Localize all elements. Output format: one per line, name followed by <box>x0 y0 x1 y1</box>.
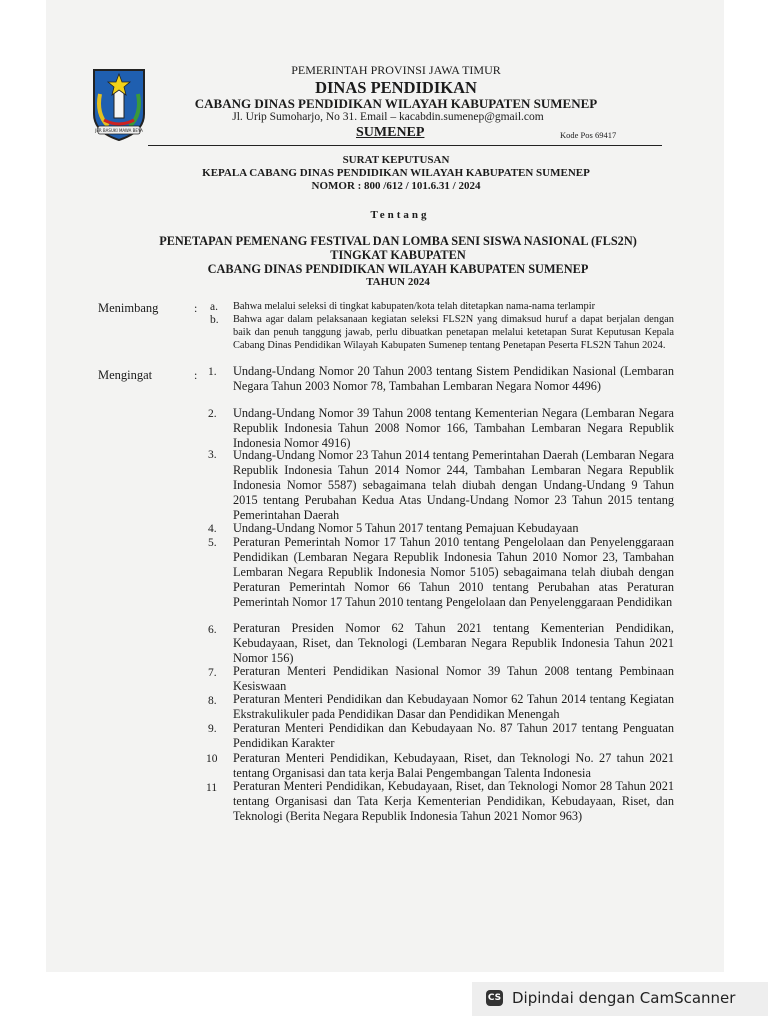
mengingat-marker-5: 5. <box>208 537 217 549</box>
menimbang-label: Menimbang <box>98 301 159 315</box>
department-name: DINAS PENDIDIKAN <box>315 78 477 97</box>
office-address: Jl. Urip Sumoharjo, No 31. Email – kacabdin.sumenep@gmail.com <box>232 111 544 123</box>
mengingat-marker-10: 10 <box>206 753 218 765</box>
menimbang-marker-b: b. <box>210 314 219 326</box>
mengingat-item-1: Undang-Undang Nomor 20 Tahun 2003 tentang Sistem Pendidikan Nasional (Lembaran Negara Tahun 2003 Nomor 78, Tambahan Lembaran Negara Nomor 4496) <box>233 364 674 393</box>
mengingat-marker-3: 3. <box>208 449 217 461</box>
mengingat-item-8: Peraturan Menteri Pendidikan dan Kebudayaan Nomor 62 Tahun 2014 tentang Kegiatan Ekstrakulikuler pada Pendidikan Dasar dan Pendidikan Menengah <box>233 692 674 721</box>
mengingat-item-5: Peraturan Pemerintah Nomor 17 Tahun 2010 tentang Pengelolaan dan Penyelenggaraan Pendidikan (Lembaran Negara Republik Indonesia Tahun 2010 Nomor 23, Tambahan Lembaran Negara Republik Indonesia Nomor 5105) sebagaimana telah diubah dengan Peraturan Pemerintah Nomor 66 Tahun 2010 tentang Perubahan atas Peraturan Pemerintah Nomor 17 Tahun 2010 tentang Pengelolaan dan Penyelenggaraan Pendidikan <box>233 535 674 609</box>
postal-code: Kode Pos 69417 <box>560 130 617 140</box>
camscanner-text: Dipindai dengan CamScanner <box>512 989 736 1007</box>
decree-number: NOMOR : 800 /612 / 101.6.31 / 2024 <box>311 180 481 192</box>
decree-subject-line1: PENETAPAN PEMENANG FESTIVAL DAN LOMBA SENI SISWA NASIONAL (FLS2N) <box>159 234 637 248</box>
mengingat-marker-4: 4. <box>208 523 217 535</box>
mengingat-item-10: Peraturan Menteri Pendidikan, Kebudayaan, Riset, dan Teknologi No. 27 tahun 2021 tentang Organisasi dan tata kerja Balai Pengembangan Talenta Indonesia <box>233 751 674 780</box>
menimbang-item-a: Bahwa melalui seleksi di tingkat kabupaten/kota telah ditetapkan nama-nama terlampir <box>233 301 596 312</box>
letterhead-rule <box>148 145 662 146</box>
menimbang-colon: : <box>194 301 198 315</box>
mengingat-item-9: Peraturan Menteri Pendidikan dan Kebudayaan No. 87 Tahun 2017 tentang Penguatan Pendidikan Karakter <box>233 721 674 750</box>
mengingat-marker-11: 11 <box>206 782 218 794</box>
mengingat-marker-9: 9. <box>208 723 217 735</box>
mengingat-marker-6: 6. <box>208 624 217 636</box>
decree-subject-line3: CABANG DINAS PENDIDIKAN WILAYAH KABUPATEN SUMENEP <box>207 262 589 276</box>
camscanner-watermark <box>472 982 768 1016</box>
decree-title: SURAT KEPUTUSAN <box>342 154 450 166</box>
mengingat-colon: : <box>194 368 198 382</box>
about-label: Tentang <box>370 209 430 221</box>
mengingat-marker-8: 8. <box>208 695 217 707</box>
menimbang-marker-a: a. <box>210 301 218 313</box>
mengingat-item-2: Undang-Undang Nomor 39 Tahun 2008 tentang Kementerian Negara (Lembaran Negara Republik Indonesia Tahun 2008 Nomor 166, Tambahan Lembaran Negara Republik Indonesia Nomor 4916) <box>233 406 674 450</box>
decree-issuer: KEPALA CABANG DINAS PENDIDIKAN WILAYAH KABUPATEN SUMENEP <box>202 167 590 179</box>
decree-subject-line2: TINGKAT KABUPATEN <box>330 248 466 262</box>
mengingat-item-4: Undang-Undang Nomor 5 Tahun 2017 tentang Pemajuan Kebudayaan <box>233 521 579 535</box>
mengingat-item-7: Peraturan Menteri Pendidikan Nasional Nomor 39 Tahun 2008 tentang Pembinaan Kesiswaan <box>233 664 674 693</box>
branch-office-name: CABANG DINAS PENDIDIKAN WILAYAH KABUPATEN SUMENEP <box>194 96 598 111</box>
government-name: PEMERINTAH PROVINSI JAWA TIMUR <box>291 63 501 77</box>
mengingat-item-3: Undang-Undang Nomor 23 Tahun 2014 tentang Pemerintahan Daerah (Lembaran Negara Republik Indonesia Tahun 2014 Nomor 244, Tambahan Lembaran Negara Republik Indonesia Nomor 5587) sebagaimana telah diubah dengan Undang-Undang 9 Tahun 2015 tentang Perubahan Kedua Atas Undang-Undang Nomor 23 Tahun 2015 tentang Pemerintahan Daerah <box>233 448 674 522</box>
decree-subject-line4: TAHUN 2024 <box>366 276 430 288</box>
mengingat-item-6: Peraturan Presiden Nomor 62 Tahun 2021 tentang Kementerian Pendidikan, Kebudayaan, Riset, dan Teknologi (Lembaran Negara Republik Indonesia Tahun 2021 Nomor 156) <box>233 621 674 665</box>
mengingat-marker-2: 2. <box>208 408 217 420</box>
city-name: SUMENEP <box>356 125 425 140</box>
logo-motto: JER BASUKI MAWA BEYA <box>95 128 143 133</box>
mengingat-marker-1: 1. <box>208 366 217 378</box>
camscanner-icon: CS <box>486 990 503 1006</box>
mengingat-label: Mengingat <box>98 368 153 382</box>
menimbang-item-b: Bahwa agar dalam pelaksanaan kegiatan seleksi FLS2N yang dimaksud huruf a dapat berjalan dengan baik dan penuh tanggung jawab, perlu dibuatkan penetapan melalui ketetapan Surat Keputusan Kepala Cabang Dinas Pendidikan Wilayah Kabupaten Sumenep tentang Penetapan Peserta FLS2N Tahun 2024. <box>233 314 674 351</box>
mengingat-item-11: Peraturan Menteri Pendidikan, Kebudayaan, Riset, dan Teknologi Nomor 28 Tahun 2021 tentang Organisasi dan Tata Kerja Kementerian Pendidikan, Kebudayaan, Riset, dan Teknologi (Berita Negara Republik Indonesia Tahun 2021 Nomor 963) <box>233 779 674 823</box>
mengingat-marker-7: 7. <box>208 667 217 679</box>
